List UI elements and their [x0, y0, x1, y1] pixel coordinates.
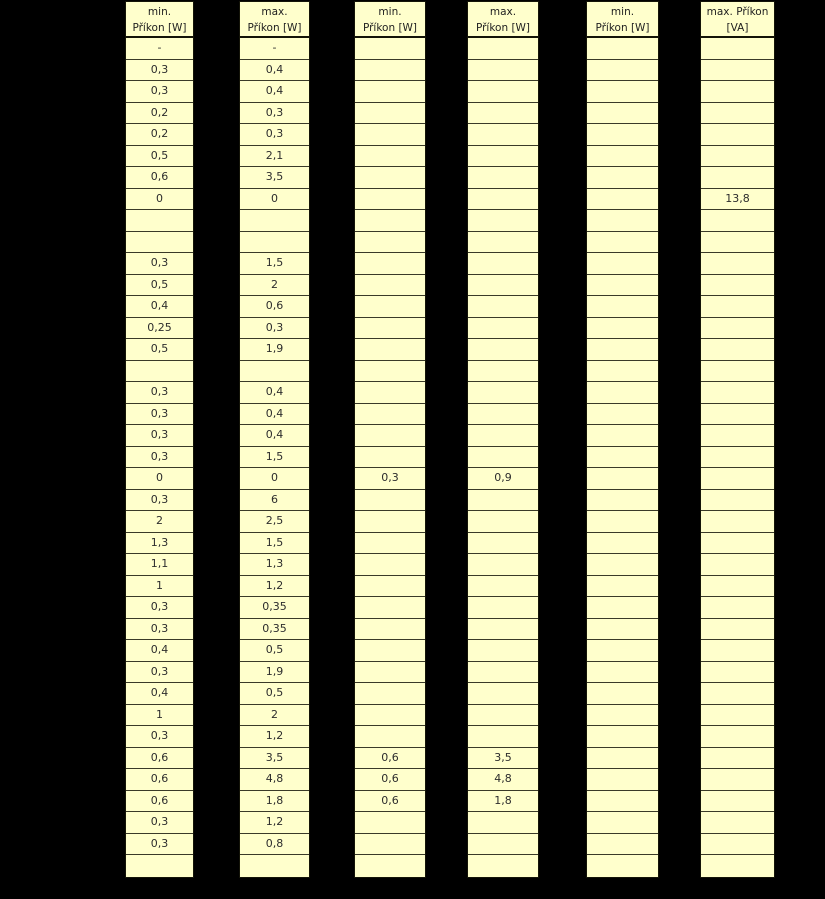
table-cell: 0,4: [126, 640, 193, 662]
table-cell: 0,25: [126, 318, 193, 340]
table-cell: [701, 662, 774, 684]
table-cell: 1,2: [240, 812, 309, 834]
table-cell: [587, 404, 658, 426]
table-cell: 1: [126, 576, 193, 598]
table-cell: [587, 855, 658, 877]
table-cell: [468, 705, 538, 727]
table-cell: [468, 296, 538, 318]
table-cell: 0,3: [240, 124, 309, 146]
table-cell: 0,5: [126, 339, 193, 361]
table-cell: [355, 189, 425, 211]
table-cell: [468, 447, 538, 469]
table-cell: [468, 812, 538, 834]
table-cell: [587, 705, 658, 727]
table-cell: 0,5: [240, 640, 309, 662]
table-cell: [126, 210, 193, 232]
table-cell: 0,3: [240, 103, 309, 125]
table-cell: 0,4: [126, 296, 193, 318]
table-cell: 1,9: [240, 662, 309, 684]
table-cell: [701, 640, 774, 662]
table-cell: 0: [240, 468, 309, 490]
table-cell: [587, 253, 658, 275]
table-cell: [701, 60, 774, 82]
table-cell: [587, 81, 658, 103]
table-cell: [355, 296, 425, 318]
table-column-min-prikon-w-2: [354, 1, 426, 878]
column-header-line2: Příkon [W]: [475, 22, 531, 34]
table-cell: [701, 146, 774, 168]
table-cell: 4,8: [468, 769, 538, 791]
table-cell: [240, 232, 309, 254]
table-cell: 1,3: [240, 554, 309, 576]
table-cell: [468, 103, 538, 125]
table-cell: [468, 253, 538, 275]
table-cell: [587, 554, 658, 576]
table-cell: 0,4: [240, 81, 309, 103]
table-cell: 0,3: [126, 447, 193, 469]
table-cell: [355, 533, 425, 555]
table-cell: 3,5: [240, 167, 309, 189]
table-cell: 1,2: [240, 576, 309, 598]
table-cell: [587, 834, 658, 856]
table-cell: [240, 210, 309, 232]
table-cell: 0,4: [240, 382, 309, 404]
table-cell: [701, 382, 774, 404]
table-cell: [468, 511, 538, 533]
table-cell: 1,3: [126, 533, 193, 555]
table-cell: [355, 705, 425, 727]
table-cell: [355, 60, 425, 82]
table-cell: [587, 318, 658, 340]
table-cell: [701, 167, 774, 189]
table-cell: 3,5: [468, 748, 538, 770]
table-cell: [587, 597, 658, 619]
table-cell: 0,3: [240, 318, 309, 340]
table-cell: 1,5: [240, 533, 309, 555]
table-cell: [126, 855, 193, 877]
table-cell: 6: [240, 490, 309, 512]
table-cell: [587, 511, 658, 533]
table-cell: 0,5: [126, 275, 193, 297]
table-cell: [587, 210, 658, 232]
table-cell: [240, 855, 309, 877]
column-header: [468, 2, 538, 38]
table-cell: 0,4: [240, 425, 309, 447]
table-cell: [355, 640, 425, 662]
table-cell: 0,3: [126, 253, 193, 275]
table-cell: [701, 404, 774, 426]
table-cell: [701, 533, 774, 555]
column-header-line1: min.: [610, 6, 635, 18]
table-cell: [587, 275, 658, 297]
table-cell: [701, 576, 774, 598]
table-cell: 0,6: [126, 791, 193, 813]
table-cell: 0,3: [126, 726, 193, 748]
table-cell: [355, 275, 425, 297]
table-cell: [701, 124, 774, 146]
column-header-line2: Příkon [W]: [247, 22, 302, 34]
table-cell: [355, 554, 425, 576]
table-cell: [587, 769, 658, 791]
table-cell: [587, 533, 658, 555]
table-cell: [701, 38, 774, 60]
table-cell: [468, 726, 538, 748]
table-cell: 0,6: [126, 769, 193, 791]
table-cell: [468, 554, 538, 576]
table-cell: [701, 748, 774, 770]
table-cell: [468, 60, 538, 82]
table-cell: [355, 361, 425, 383]
table-cell: [701, 511, 774, 533]
table-cell: [355, 834, 425, 856]
table-cell: 0,3: [126, 81, 193, 103]
table-column-max-prikon-w-1: [239, 1, 310, 878]
table-cell: [701, 490, 774, 512]
table-cell: 0,2: [126, 124, 193, 146]
table-cell: [355, 146, 425, 168]
table-cell: [701, 554, 774, 576]
table-cell: 0,3: [126, 812, 193, 834]
table-cell: [587, 103, 658, 125]
table-cell: [468, 640, 538, 662]
table-cell: 0,4: [240, 60, 309, 82]
table-cell: [587, 232, 658, 254]
table-cell: [587, 60, 658, 82]
table-cell: 1,8: [240, 791, 309, 813]
table-cell: [701, 726, 774, 748]
table-cell: 1,5: [240, 253, 309, 275]
table-cell: [355, 619, 425, 641]
table-cell: [587, 382, 658, 404]
table-cell: [701, 425, 774, 447]
table-cell: [355, 232, 425, 254]
table-cell: 2,1: [240, 146, 309, 168]
table-cell: [240, 361, 309, 383]
table-cell: 0,6: [126, 748, 193, 770]
table-cell: [587, 167, 658, 189]
table-cell: [468, 404, 538, 426]
table-cell: [355, 103, 425, 125]
table-cell: [587, 748, 658, 770]
column-header-line2: Příkon [W]: [595, 22, 650, 34]
table-column-max-prikon-w-2: [467, 1, 539, 878]
table-cell: 3,5: [240, 748, 309, 770]
table-cell: [587, 361, 658, 383]
table-cell: 0,6: [355, 769, 425, 791]
table-cell: [468, 189, 538, 211]
table-cell: [701, 275, 774, 297]
table-cell: [468, 619, 538, 641]
table-cell: [468, 232, 538, 254]
table-cell: 0,3: [126, 404, 193, 426]
table-cell: [587, 296, 658, 318]
table-cell: [701, 361, 774, 383]
table-cell: [355, 167, 425, 189]
table-cell: [701, 769, 774, 791]
table-cell: [587, 640, 658, 662]
table-cell: [587, 490, 658, 512]
table-column-min-prikon-w-1: [125, 1, 194, 878]
table-cell: [701, 318, 774, 340]
table-cell: 0,9: [468, 468, 538, 490]
column-header: [701, 2, 774, 38]
column-header: [126, 2, 193, 38]
column-header: [587, 2, 658, 38]
table-cell: 0,3: [126, 662, 193, 684]
table-cell: 1,1: [126, 554, 193, 576]
table-cell: [468, 662, 538, 684]
table-cell: [468, 425, 538, 447]
table-cell: [587, 124, 658, 146]
table-cell: [701, 210, 774, 232]
table-cell: [355, 38, 425, 60]
table-cell: [701, 619, 774, 641]
table-cell: [587, 791, 658, 813]
table-cell: [701, 834, 774, 856]
table-cell: 0,3: [126, 425, 193, 447]
table-cell: 2,5: [240, 511, 309, 533]
table-cell: [355, 812, 425, 834]
table-column-max-prikon-va: [700, 1, 775, 878]
table-cell: [701, 855, 774, 877]
table-cell: [587, 339, 658, 361]
table-cell: [355, 447, 425, 469]
column-header: [240, 2, 309, 38]
table-cell: [587, 146, 658, 168]
table-cell: 0,3: [126, 490, 193, 512]
column-header-line2: [VA]: [726, 22, 749, 34]
table-cell: 0,3: [126, 834, 193, 856]
table-cell: [355, 726, 425, 748]
table-cell: [468, 318, 538, 340]
table-column-min-prikon-w-3: [586, 1, 659, 878]
table-cell: [355, 511, 425, 533]
table-cell: [701, 791, 774, 813]
table-cell: [355, 576, 425, 598]
column-header-line1: max. Příkon: [706, 6, 769, 18]
table-cell: [587, 38, 658, 60]
table-cell: [355, 253, 425, 275]
table-cell: [355, 81, 425, 103]
table-cell: [355, 124, 425, 146]
table-cell: [701, 705, 774, 727]
table-cell: [701, 683, 774, 705]
table-cell: [701, 468, 774, 490]
table-cell: [468, 167, 538, 189]
table-cell: [468, 576, 538, 598]
column-header-line1: min.: [147, 6, 172, 18]
table-cell: [587, 447, 658, 469]
table-cell: [701, 232, 774, 254]
table-cell: 0,8: [240, 834, 309, 856]
column-header-line1: min.: [378, 6, 402, 18]
table-cell: 0,3: [126, 619, 193, 641]
table-cell: [701, 339, 774, 361]
table-cell: 0,3: [126, 382, 193, 404]
table-cell: [355, 662, 425, 684]
table-cell: [355, 490, 425, 512]
table-cell: [355, 210, 425, 232]
table-cell: [126, 232, 193, 254]
table-cell: [468, 361, 538, 383]
table-cell: 0: [126, 468, 193, 490]
table-cell: [355, 318, 425, 340]
table-cell: [355, 339, 425, 361]
table-cell: [126, 361, 193, 383]
table-cell: [587, 468, 658, 490]
table-cell: [468, 38, 538, 60]
table-cell: [468, 683, 538, 705]
table-cell: 0,35: [240, 619, 309, 641]
table-cell: 0: [240, 189, 309, 211]
table-cell: [701, 597, 774, 619]
table-cell: [587, 812, 658, 834]
table-cell: [701, 447, 774, 469]
table-cell: 0,3: [126, 60, 193, 82]
table-cell: [468, 855, 538, 877]
table-cell: [468, 210, 538, 232]
table-cell: 1,8: [468, 791, 538, 813]
table-cell: [587, 576, 658, 598]
table-cell: [701, 253, 774, 275]
table-cell: [468, 382, 538, 404]
table-cell: [355, 855, 425, 877]
table-cell: 4,8: [240, 769, 309, 791]
table-cell: [355, 425, 425, 447]
column-header-line2: Příkon [W]: [362, 22, 418, 34]
table-cell: 0,6: [240, 296, 309, 318]
table-cell: [587, 189, 658, 211]
table-cell: [587, 726, 658, 748]
table-cell: [468, 597, 538, 619]
table-cell: 0,3: [126, 597, 193, 619]
table-cell: 1,9: [240, 339, 309, 361]
table-cell: 0,35: [240, 597, 309, 619]
table-cell: 0,3: [355, 468, 425, 490]
table-cell: [468, 339, 538, 361]
column-header-line1: max.: [261, 6, 288, 18]
table-cell: [701, 812, 774, 834]
column-header: [355, 2, 425, 38]
table-cell: [701, 81, 774, 103]
table-cell: [587, 662, 658, 684]
table-cell: 0,6: [355, 748, 425, 770]
table-cell: 0: [126, 189, 193, 211]
table-cell: 0,6: [126, 167, 193, 189]
table-cell: [468, 124, 538, 146]
table-cell: [355, 404, 425, 426]
table-cell: 13,8: [701, 189, 774, 211]
column-header-line2: Příkon [W]: [132, 22, 187, 34]
table-cell: 0,5: [240, 683, 309, 705]
table-cell: [468, 275, 538, 297]
table-cell: 0,4: [240, 404, 309, 426]
table-cell: 2: [126, 511, 193, 533]
table-cell: -: [126, 38, 193, 60]
table-cell: 0,6: [355, 791, 425, 813]
table-cell: 1: [126, 705, 193, 727]
table-cell: [468, 146, 538, 168]
table-cell: 0,5: [126, 146, 193, 168]
table-cell: 2: [240, 705, 309, 727]
table-cell: [468, 533, 538, 555]
table-cell: 1,5: [240, 447, 309, 469]
table-cell: [355, 382, 425, 404]
table-cell: 1,2: [240, 726, 309, 748]
table-cell: 2: [240, 275, 309, 297]
table-cell: [587, 619, 658, 641]
table-cell: -: [240, 38, 309, 60]
table-cell: [355, 597, 425, 619]
table-cell: [468, 81, 538, 103]
table-cell: 0,2: [126, 103, 193, 125]
table-cell: [587, 425, 658, 447]
table-cell: [701, 296, 774, 318]
table-cell: [587, 683, 658, 705]
table-cell: [355, 683, 425, 705]
column-header-line1: max.: [489, 6, 517, 18]
table-cell: [701, 103, 774, 125]
table-cell: [468, 490, 538, 512]
table-cell: [468, 834, 538, 856]
table-cell: 0,4: [126, 683, 193, 705]
